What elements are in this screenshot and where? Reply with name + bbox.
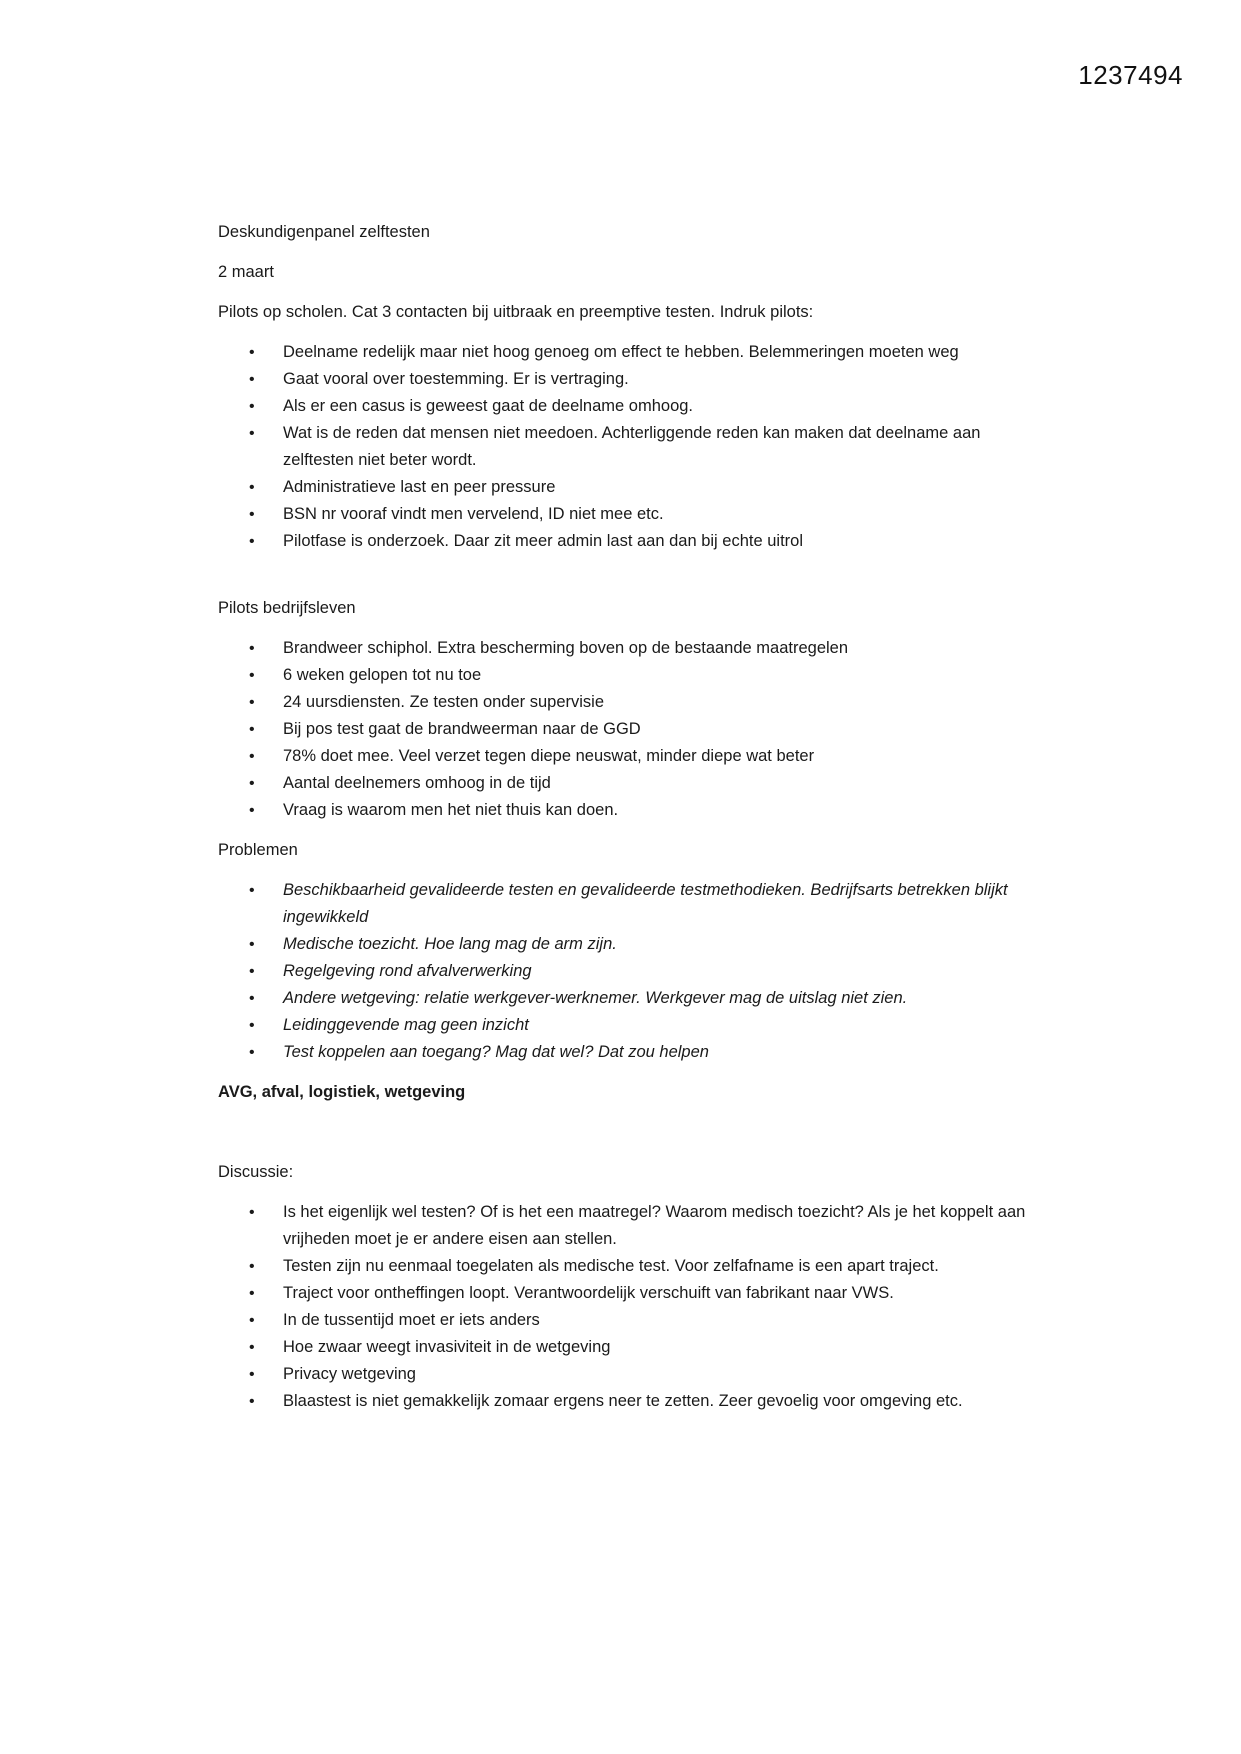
list-item: • Deelname redelijk maar niet hoog genoeg om effect te hebben. Belemmeringen moeten weg — [218, 339, 1038, 366]
list-item: • In de tussentijd moet er iets anders — [218, 1307, 1038, 1334]
document-number: 1237494 — [1078, 60, 1183, 90]
list-item: • Hoe zwaar weegt invasiviteit in de wetgeving — [218, 1334, 1038, 1361]
list-item — [218, 931, 1038, 958]
list-item: • Traject voor ontheffingen loopt. Verantwoordelijk verschuift van fabrikant naar VWS. — [218, 1280, 1038, 1307]
list-item: • Gaat vooral over toestemming. Er is vertraging. — [218, 366, 1038, 393]
list-item: • Blaastest is niet gemakkelijk zomaar ergens neer te zetten. Zeer gevoelig voor omgeving etc. — [218, 1388, 1038, 1415]
list-item: • Aantal deelnemers omhoog in de tijd — [218, 770, 1038, 797]
list-item: • Is het eigenlijk wel testen? Of is het een maatregel? Waarom medisch toezicht? Als je het koppelt aan vrijheden moet je er andere eisen aan stellen. — [218, 1199, 1038, 1253]
list-item: • Administratieve last en peer pressure — [218, 474, 1038, 501]
list-item-text: Test koppelen aan toegang? Mag dat wel? Dat zou helpen — [283, 1043, 709, 1061]
list-item-text: Leidinggevende mag geen inzicht — [283, 1016, 529, 1034]
list-item: • Pilotfase is onderzoek. Daar zit meer admin last aan dan bij echte uitrol — [218, 528, 1038, 555]
list-item — [218, 985, 1038, 1012]
list-item-text: Beschikbaarheid gevalideerde testen en gevalideerde testmethodieken. Bedrijfsarts betrekken blijkt ingewikkeld — [283, 881, 1008, 926]
list-item: • BSN nr vooraf vindt men vervelend, ID niet mee etc. — [218, 501, 1038, 528]
list-item: • 6 weken gelopen tot nu toe — [218, 662, 1038, 689]
list-item — [218, 958, 1038, 985]
list-item: • Wat is de reden dat mensen niet meedoen. Achterliggende reden kan maken dat deelname aan zelftesten niet beter wordt. — [218, 420, 1038, 474]
list-item: • Privacy wetgeving — [218, 1361, 1038, 1388]
section-problems-list — [218, 877, 1038, 1066]
list-item — [218, 1012, 1038, 1039]
list-item: • 78% doet mee. Veel verzet tegen diepe neuswat, minder diepe wat beter — [218, 743, 1038, 770]
list-item — [218, 877, 1038, 931]
list-item: • Bij pos test gaat de brandweerman naar de GGD — [218, 716, 1038, 743]
list-item: • Brandweer schiphol. Extra bescherming boven op de bestaande maatregelen — [218, 635, 1038, 662]
list-item: • Testen zijn nu eenmaal toegelaten als medische test. Voor zelfafname is een apart traject. — [218, 1253, 1038, 1280]
list-item-text: Regelgeving rond afvalverwerking — [283, 962, 532, 980]
list-item: • Als er een casus is geweest gaat de deelname omhoog. — [218, 393, 1038, 420]
list-item: • Vraag is waarom men het niet thuis kan doen. — [218, 797, 1038, 824]
section-problems-summary: AVG, afval, logistiek, wetgeving — [218, 1083, 466, 1101]
section-discussion-heading: Discussie: — [218, 1163, 294, 1181]
document-title: Deskundigenpanel zelftesten — [218, 223, 430, 241]
section-business-list — [218, 635, 1038, 824]
list-item: • 24 uursdiensten. Ze testen onder supervisie — [218, 689, 1038, 716]
section-schools-intro: Pilots op scholen. Cat 3 contacten bij uitbraak en preemptive testen. Indruk pilots: — [218, 303, 814, 321]
list-item — [218, 1039, 1038, 1066]
section-discussion-list — [218, 1199, 1038, 1415]
section-business-heading: Pilots bedrijfsleven — [218, 599, 356, 617]
section-problems-heading: Problemen — [218, 841, 298, 859]
document-body — [218, 219, 1038, 1428]
list-item-text: Medische toezicht. Hoe lang mag de arm zijn. — [283, 935, 617, 953]
section-schools-list — [218, 339, 1038, 555]
document-date: 2 maart — [218, 263, 274, 281]
list-item-text: Andere wetgeving: relatie werkgever-werknemer. Werkgever mag de uitslag niet zien. — [283, 989, 908, 1007]
